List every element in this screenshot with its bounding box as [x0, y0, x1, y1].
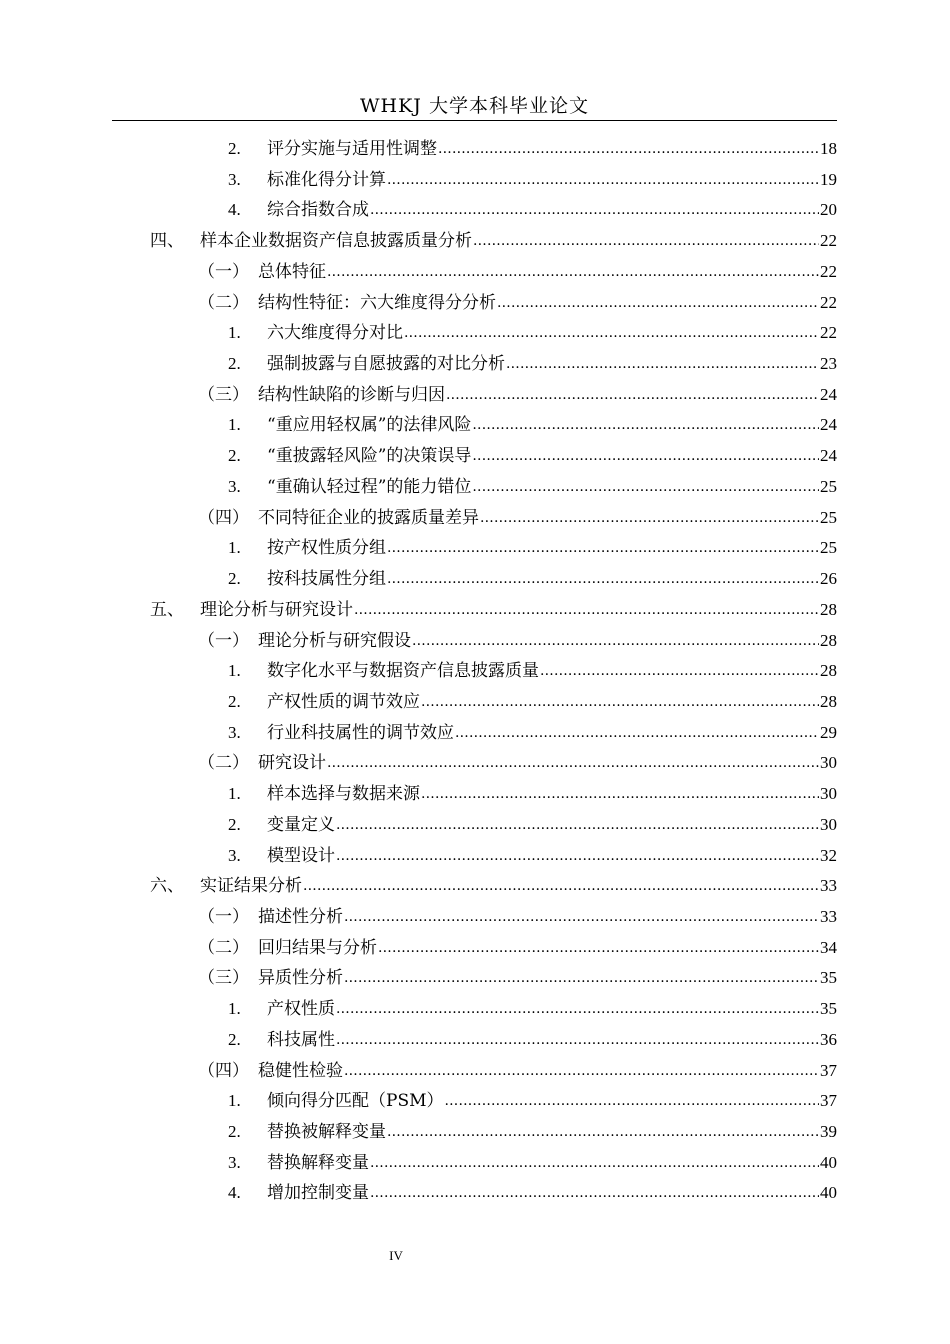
toc-entry-page: 36	[820, 1029, 837, 1049]
toc-entry-title: 产权性质	[267, 999, 335, 1020]
page-header: WHKJ 大学本科毕业论文	[360, 95, 589, 117]
toc-entry[interactable]	[228, 718, 837, 748]
toc-leader-dots	[540, 656, 819, 686]
toc-entry-title: 实证结果分析	[200, 876, 302, 897]
toc-entry[interactable]	[150, 226, 837, 256]
toc-entry-number: 2.	[228, 446, 241, 466]
toc-entry-title: 理论分析与研究设计	[200, 599, 353, 620]
toc-entry-page: 28	[820, 630, 837, 650]
toc-entry-page: 39	[820, 1122, 837, 1142]
toc-entry-title: 六大维度得分对比	[267, 323, 403, 344]
toc-entry-number: （二）	[198, 937, 249, 958]
toc-leader-dots	[421, 687, 819, 717]
toc-entry-title: 研究设计	[258, 753, 326, 774]
toc-entry-title: 结构性特征：六大维度得分分析	[258, 292, 496, 313]
toc-entry-page: 22	[820, 323, 837, 343]
toc-entry-title: 变量定义	[267, 814, 335, 835]
toc-entry-title: 按科技属性分组	[267, 569, 386, 590]
toc-entry-number: （一）	[198, 907, 249, 927]
toc-entry-title: “重确认轻过程”的能力错位	[267, 476, 472, 497]
toc-entry[interactable]	[198, 503, 837, 533]
toc-entry-page: 28	[820, 691, 837, 711]
toc-entry-number: 1.	[228, 538, 241, 558]
toc-entry-number: 2.	[228, 139, 241, 158]
toc-entry-title: 强制披露与自愿披露的对比分析	[267, 354, 505, 375]
toc-entry-number: 2.	[228, 1122, 241, 1142]
toc-leader-dots	[387, 533, 819, 563]
toc-entry-page: 25	[820, 476, 837, 496]
toc-leader-dots	[336, 810, 819, 840]
toc-leader-dots	[327, 748, 819, 778]
toc-entry[interactable]	[198, 902, 837, 932]
toc-entry-page: 24	[820, 415, 837, 435]
toc-entry-page: 29	[820, 722, 837, 742]
toc-entry-title: 异质性分析	[258, 968, 343, 989]
toc-entry-page: 24	[820, 384, 837, 404]
toc-entry[interactable]	[228, 533, 837, 563]
toc-entry-number: 2.	[228, 1029, 241, 1049]
toc-entry[interactable]	[228, 134, 837, 164]
toc-entry-title: 样本企业数据资产信息披露质量分析	[200, 231, 472, 252]
toc-entry[interactable]	[198, 380, 837, 410]
toc-entry-number: 1.	[228, 999, 241, 1019]
toc-entry-page: 33	[820, 907, 837, 926]
toc-entry-title: 倾向得分匹配（PSM）	[267, 1091, 444, 1112]
toc-entry[interactable]	[228, 318, 837, 348]
toc-entry-number: （二）	[198, 292, 249, 313]
toc-leader-dots	[404, 318, 819, 348]
toc-leader-dots	[455, 718, 819, 748]
toc-entry[interactable]	[228, 810, 837, 840]
toc-leader-dots	[421, 779, 819, 809]
toc-leader-dots	[387, 1117, 819, 1147]
toc-entry[interactable]	[198, 626, 837, 656]
toc-entry-title: 理论分析与研究假设	[258, 630, 411, 651]
toc-entry[interactable]	[228, 349, 837, 379]
toc-entry-page: 40	[820, 1183, 837, 1203]
toc-entry[interactable]	[150, 871, 837, 901]
toc-entry-page: 18	[820, 139, 837, 158]
toc-entry-page: 23	[820, 354, 837, 374]
toc-entry-title: 综合指数合成	[267, 200, 369, 221]
toc-entry[interactable]	[228, 564, 837, 594]
toc-leader-dots	[344, 1056, 819, 1086]
toc-entry[interactable]	[228, 656, 837, 686]
toc-entry[interactable]	[198, 748, 837, 778]
toc-leader-dots	[378, 933, 819, 963]
toc-leader-dots	[446, 380, 819, 410]
toc-entry-number: 3.	[228, 722, 241, 742]
toc-entry-title: 科技属性	[267, 1029, 335, 1050]
toc-entry[interactable]	[228, 687, 837, 717]
toc-entry[interactable]	[228, 472, 837, 502]
toc-entry[interactable]	[198, 933, 837, 963]
toc-entry-page: 24	[820, 446, 837, 466]
toc-entry[interactable]	[228, 441, 837, 471]
toc-entry-number: 四、	[150, 231, 184, 252]
toc-leader-dots	[387, 165, 819, 195]
toc-entry-page: 35	[820, 968, 837, 988]
toc-leader-dots	[473, 226, 819, 256]
toc-entry-title: 替换被解释变量	[267, 1122, 386, 1143]
page-number: IV	[389, 1248, 403, 1263]
toc-leader-dots	[438, 134, 819, 164]
toc-entry-number: 六、	[150, 876, 184, 897]
toc-entry-page: 28	[820, 661, 837, 681]
toc-entry[interactable]	[228, 1148, 837, 1178]
toc-entry-title: 增加控制变量	[267, 1183, 369, 1204]
toc-leader-dots	[472, 441, 819, 471]
toc-entry-number: （一）	[198, 261, 249, 282]
toc-entry-number: （二）	[198, 753, 249, 774]
toc-entry[interactable]	[228, 195, 837, 225]
toc-entry-page: 25	[820, 538, 837, 558]
toc-entry-number: 3.	[228, 1152, 241, 1172]
toc-entry-number: 2.	[228, 354, 241, 374]
toc-leader-dots	[370, 1178, 819, 1208]
toc-leader-dots	[370, 1148, 819, 1178]
toc-entry-number: 3.	[228, 169, 241, 189]
toc-leader-dots	[445, 1086, 820, 1116]
toc-leader-dots	[303, 871, 819, 901]
toc-entry-number: 五、	[150, 599, 184, 620]
header-rule	[112, 120, 837, 121]
toc-leader-dots	[412, 626, 819, 656]
toc-entry-title: 模型设计	[267, 845, 335, 866]
toc-entry-title: “重披露轻风险”的决策误导	[267, 446, 472, 467]
toc-entry-title: 稳健性检验	[258, 1060, 343, 1081]
toc-entry-number: （三）	[198, 384, 249, 405]
toc-entry-page: 33	[820, 876, 837, 896]
toc-entry[interactable]	[198, 963, 837, 993]
toc-entry-number: 4.	[228, 200, 241, 220]
toc-leader-dots	[480, 503, 819, 533]
toc-entry[interactable]	[228, 1086, 837, 1116]
toc-entry-number: （四）	[198, 1060, 249, 1081]
toc-entry-title: 数字化水平与数据资产信息披露质量	[267, 661, 539, 682]
toc-entry-page: 25	[820, 507, 837, 527]
toc-entry-title: 标准化得分计算	[267, 169, 386, 190]
toc-entry-title: 不同特征企业的披露质量差异	[258, 507, 479, 528]
toc-entry-page: 19	[820, 169, 837, 189]
toc-entry-number: 1.	[228, 784, 241, 804]
toc-entry-title: 样本选择与数据来源	[267, 784, 420, 805]
toc-leader-dots	[472, 410, 819, 440]
toc-entry[interactable]	[228, 165, 837, 195]
toc-leader-dots	[327, 257, 819, 287]
toc-entry-page: 22	[820, 261, 837, 281]
toc-leader-dots	[354, 595, 819, 625]
toc-entry[interactable]	[198, 1056, 837, 1086]
toc-leader-dots	[497, 288, 819, 318]
toc-entry-page: 37	[820, 1060, 837, 1080]
toc-entry-number: 1.	[228, 415, 241, 435]
toc-leader-dots	[387, 564, 819, 594]
toc-entry-number: 2.	[228, 569, 241, 589]
toc-entry[interactable]	[228, 410, 837, 440]
toc-entry-title: 行业科技属性的调节效应	[267, 722, 454, 743]
toc-entry-title: 回归结果与分析	[258, 937, 377, 958]
toc-entry-title: 结构性缺陷的诊断与归因	[258, 384, 445, 405]
toc-entry-number: 1.	[228, 323, 241, 343]
toc-leader-dots	[336, 994, 819, 1024]
toc-entry-number: 3.	[228, 476, 241, 496]
toc-entry[interactable]	[228, 1025, 837, 1055]
toc-entry-page: 35	[820, 999, 837, 1019]
toc-entry-page: 37	[820, 1091, 837, 1111]
toc-entry-title: 产权性质的调节效应	[267, 691, 420, 712]
toc-entry-page: 32	[820, 845, 837, 865]
toc-leader-dots	[344, 902, 819, 932]
toc-entry[interactable]	[228, 994, 837, 1024]
toc-entry[interactable]	[228, 779, 837, 809]
toc-entry[interactable]	[228, 841, 837, 871]
toc-entry-number: 4.	[228, 1183, 241, 1203]
toc-entry-number: 2.	[228, 691, 241, 711]
toc-entry-number: （四）	[198, 507, 249, 528]
toc-entry-number: 3.	[228, 845, 241, 865]
toc-entry-title: 按产权性质分组	[267, 538, 386, 559]
toc-leader-dots	[336, 1025, 819, 1055]
toc-leader-dots	[472, 472, 819, 502]
toc-leader-dots	[344, 963, 819, 993]
toc-entry-page: 34	[820, 937, 837, 957]
toc-entry-page: 26	[820, 569, 837, 589]
toc-entry-page: 22	[820, 292, 837, 312]
toc-entry[interactable]	[198, 288, 837, 318]
toc-entry-page: 22	[820, 231, 837, 251]
toc-entry-title: “重应用轻权属”的法律风险	[267, 415, 472, 436]
toc-leader-dots	[506, 349, 819, 379]
toc-entry-page: 40	[820, 1152, 837, 1172]
toc-entry-number: （一）	[198, 630, 249, 651]
toc-entry[interactable]	[228, 1178, 837, 1208]
toc-entry-page: 30	[820, 784, 837, 804]
toc-entry-title: 描述性分析	[258, 907, 343, 927]
toc-entry[interactable]	[198, 257, 837, 287]
toc-entry-page: 28	[820, 599, 837, 619]
toc-entry-number: 2.	[228, 814, 241, 834]
toc-entry-title: 替换解释变量	[267, 1152, 369, 1173]
toc-leader-dots	[370, 195, 819, 225]
toc-entry-number: 1.	[228, 661, 241, 681]
toc-entry-number: （三）	[198, 968, 249, 989]
toc-entry-page: 20	[820, 200, 837, 220]
toc-entry-title: 评分实施与适用性调整	[267, 139, 437, 159]
toc-entry-page: 30	[820, 753, 837, 773]
toc-entry-number: 1.	[228, 1091, 241, 1111]
toc-entry-page: 30	[820, 814, 837, 834]
toc-leader-dots	[336, 841, 819, 871]
toc-entry[interactable]	[228, 1117, 837, 1147]
toc-entry[interactable]	[150, 595, 837, 625]
toc-entry-title: 总体特征	[258, 261, 326, 282]
